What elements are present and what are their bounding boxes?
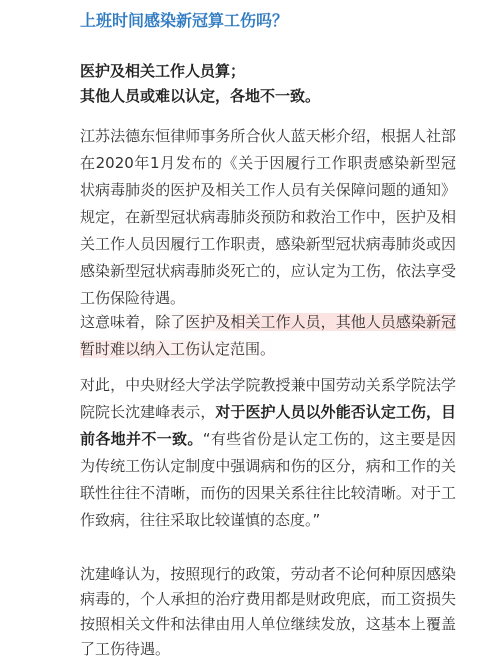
lead-summary [80,59,470,109]
highlighted-text: 除了医护及相关工作人员，其他人员感染新冠暂时难以纳入工伤认定范围。 [80,313,456,358]
paragraph-policy: 江苏法德东恒律师事务所合伙人蓝天彬介绍，根据人社部在2020年1月发布的《关于因履行工作职责感染新型冠状病毒肺炎的医护及相关工作人员有关保障问题的通知》规定，在新型冠状病毒肺炎预防和救治工作中，医护及相关工作人员因履行工作职责，感染新型冠状病毒肺炎或因感染新型冠状病毒肺炎死亡的，应认定为工伤，依法享受工伤保险待遇。 [80,127,456,307]
lead-line-1: 医护及相关工作人员算； [80,62,246,80]
paragraph-conclusion: 沈建峰认为，按照现行的政策，劳动者不论何种原因感染病毒的，个人承担的治疗费用都是财政兜底，而工资损失按照相关文件和法律由用人单位继续发放，这基本上覆盖了工伤待遇。 [80,565,456,658]
article-heading: 上班时间感染新冠算工伤吗？ [80,11,289,30]
paragraph-implication-intro: 这意味着， [80,313,156,331]
lead-line-2: 其他人员或难以认定，各地不一致。 [80,87,321,105]
paragraph-expert-intro: 对此，中央财经大学法学院教授兼中国劳动关系学院法学院院长沈建峰表示， [80,376,456,421]
expert-quote: “有些省份是认定工伤的，这主要是因为传统工伤认定制度中强调病和伤的区分，病和工作的关联性往往不清晰，而伤的因果关系往往比较清晰。对于工作致病，往往采取比较谨慎的态度。” [80,430,456,529]
paragraph-expert-opinion [80,372,456,534]
paragraph-implication [80,309,456,363]
bold-statement: 对于医护人员以外能否认定工伤，目前各地并不一致。 [80,403,456,448]
